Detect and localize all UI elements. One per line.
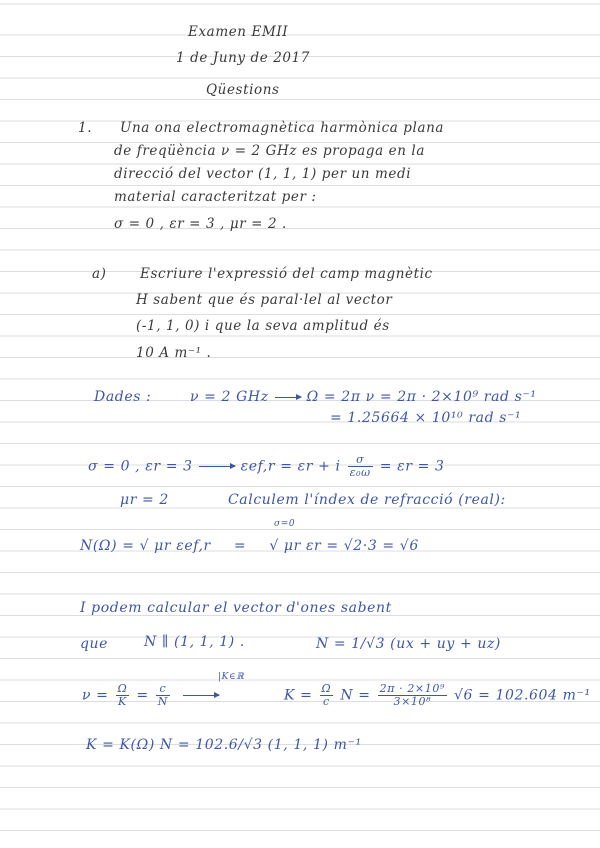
exam-date: 1 de Juny de 2017 [176, 50, 311, 66]
question-line: Una ona electromagnètica harmònica plana [120, 120, 445, 136]
omega-over-c-fraction: $\frac{\Omega}{c}$ [321, 682, 332, 708]
part-line: Escriure l'expressió del camp magnètic [140, 266, 433, 282]
part-label: a) [92, 266, 107, 282]
n-unit-vector: N = 1/√3 (ux + uy + uz) [316, 636, 501, 652]
velocity-line: ν = $\frac{\Omega}{K}$ = $\frac{c}{N}$ [82, 683, 225, 708]
nu-value: ν = 2 GHz Ω = 2π ν = 2π · 2×10⁹ rad s⁻¹ [190, 389, 537, 405]
question-number: 1. [78, 120, 93, 136]
omega-value: = 1.25664 × 10¹⁰ rad s⁻¹ [330, 410, 522, 426]
question-line: σ = 0 , εr = 3 , μr = 2 . [114, 216, 287, 232]
sigma-over-eps-fraction: $\frac{\sigma}{\text{ε₀ω}}$ [349, 453, 371, 479]
k-value-fraction: $\frac{\text{2π · 2×10⁹}}{\text{3×10⁸}}$ [379, 682, 445, 708]
arrow-icon [183, 695, 219, 696]
question-line: de freqüència ν = 2 GHz es propaga en la [114, 143, 425, 159]
sigma-zero-note: σ=0 [274, 519, 296, 529]
dades-label: Dades : [94, 389, 152, 405]
k-vector-line: K = K(Ω) N = 102.6/√3 (1, 1, 1) m⁻¹ [86, 737, 362, 753]
omega-over-k-fraction: $\frac{\Omega}{K}$ [117, 682, 128, 708]
sigma-eps-line: σ = 0 , εr = 3 εef,r = εr + i $\frac{\sigma}{\text{ε₀ω}}$ = εr = 3 [88, 453, 445, 479]
n-parallel: N ∥ (1, 1, 1) . [144, 634, 245, 650]
part-line: 10 A m⁻¹ . [136, 345, 212, 361]
question-line: direcció del vector (1, 1, 1) per un medi [114, 166, 412, 182]
index-text: Calculem l'índex de refracció (real): [228, 492, 506, 508]
part-line: (-1, 1, 0) i que la seva amplitud és [136, 318, 390, 334]
exam-title: Examen EMII [188, 24, 289, 40]
refraction-index-line: N(Ω) = √ μr εef,r = √ μr εr = √2·3 = √6 [80, 538, 419, 554]
k-magnitude-line: K = $\frac{\Omega}{c}$ N = $\frac{\text{2π · 2×10⁹}}{\text{3×10⁸}}$ √6 = 102.604 m⁻¹ [284, 682, 591, 708]
mu-r-value: μr = 2 [120, 492, 169, 508]
c-over-n-fraction: $\frac{c}{N}$ [157, 682, 168, 708]
wave-vector-line: I podem calcular el vector d'ones sabent [80, 600, 392, 616]
arrow-icon [275, 397, 301, 398]
k-real-note: |K∈ℝ [218, 672, 245, 682]
part-line: H sabent que és paral·lel al vector [136, 292, 393, 308]
que-word: que [80, 636, 109, 652]
section-heading: Qüestions [206, 82, 280, 98]
arrow-icon [199, 466, 235, 467]
question-line: material caracteritzat per : [114, 189, 317, 205]
